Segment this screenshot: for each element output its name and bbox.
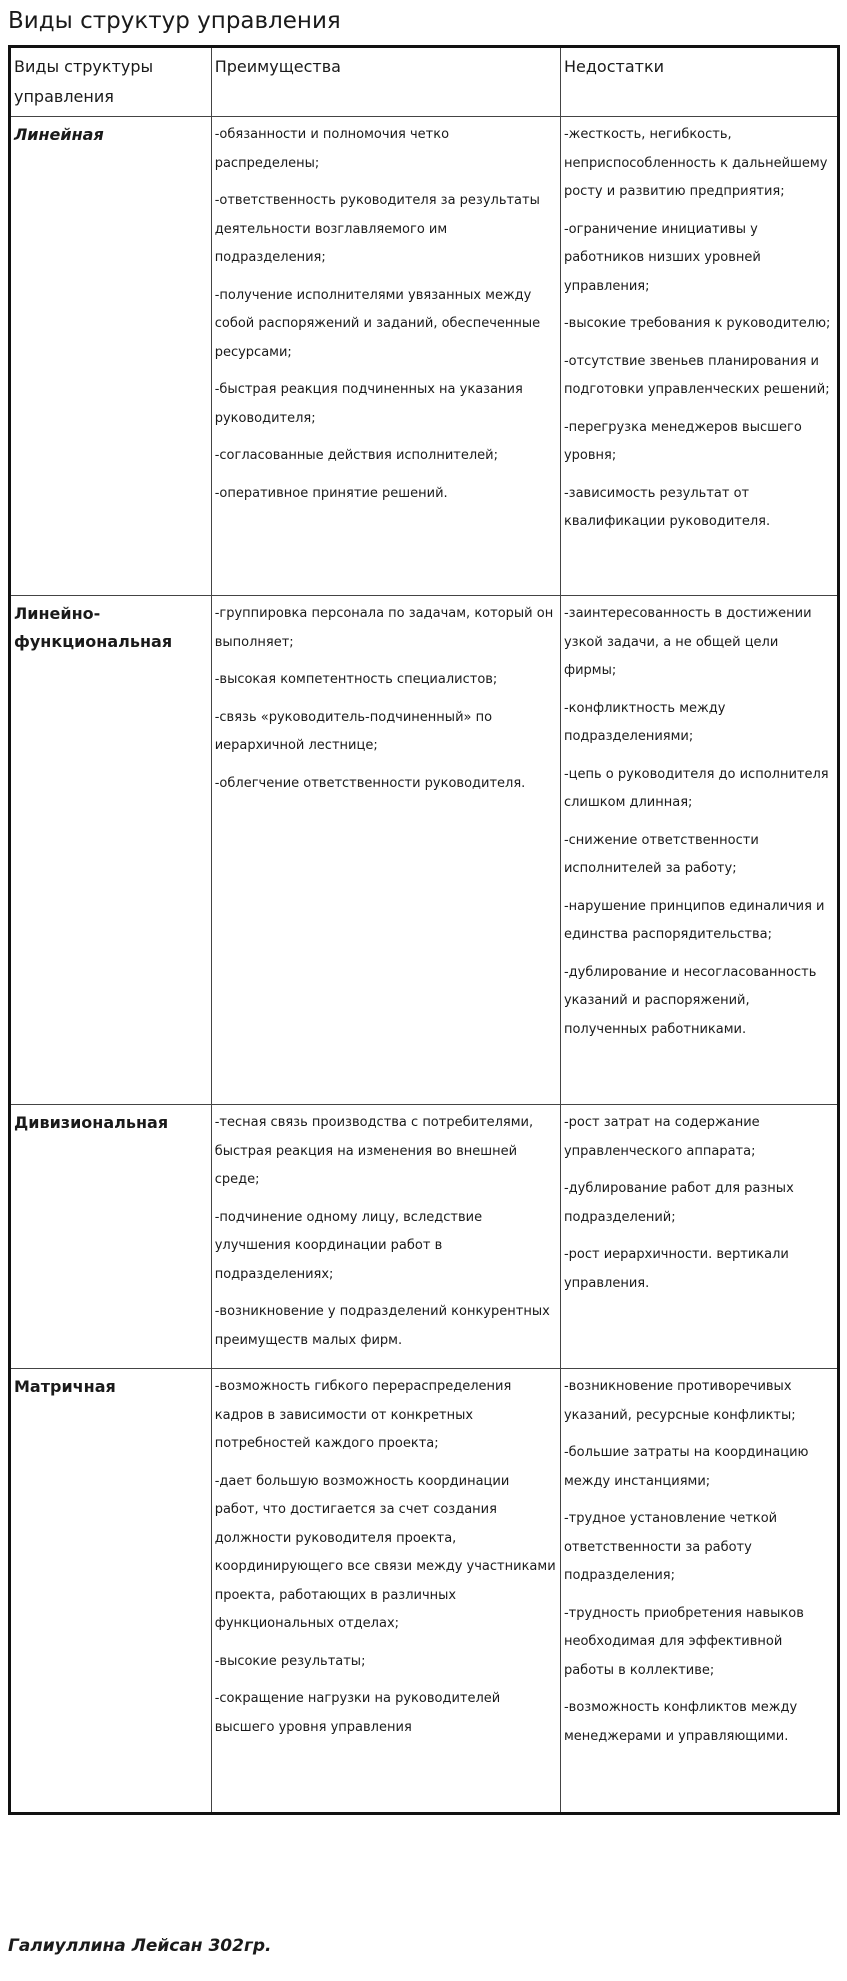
list-item: -сокращение нагрузки на руководителей высшего уровня управления [214, 1691, 501, 1735]
list-item: -возможность гибкого перераспределения кадров в зависимости от конкретных потребностей каждого проекта; [214, 1379, 512, 1451]
advantages-list [215, 600, 557, 798]
list-item: -снижение ответственности исполнителей за работу; [563, 832, 759, 876]
list-item: -дублирование работ для разных подразделений; [563, 1181, 794, 1225]
list-item: -возникновение противоречивых указаний, ресурсные конфликты; [563, 1379, 796, 1423]
list-item: -высокая компетентность специалистов; [214, 672, 498, 687]
structure-type-name: Линейно-функциональная [14, 604, 173, 651]
list-item: -оперативное принятие решений. [214, 485, 448, 501]
list-item: -дублирование и несогласованность указаний и распоряжений, полученных работниками. [563, 964, 817, 1037]
structure-type-name: Дивизиональная [14, 1113, 169, 1132]
list-item: -связь «руководитель-подчиненный» по иерархичной лестнице; [214, 709, 493, 753]
list-item: -согласованные действия исполнителей; [214, 448, 498, 463]
table-row [10, 1369, 839, 1814]
structure-type-cell [10, 1105, 212, 1369]
header-advantages: Преимущества [211, 47, 560, 117]
advantages-cell [211, 1369, 560, 1814]
list-item: -рост иерархичности. вертикали управления. [563, 1247, 789, 1291]
page-title: Виды структур управления [8, 8, 341, 34]
list-item: -нарушение принципов единаличия и единства распорядительства; [563, 898, 825, 942]
disadvantages-cell [560, 596, 838, 1105]
table-row [10, 1105, 839, 1369]
list-item: -большие затраты на координацию между инстанциями; [563, 1445, 809, 1489]
list-item: -отсутствие звеньев планирования и подготовки управленческих решений; [563, 353, 830, 397]
disadvantages-list [564, 1373, 834, 1751]
disadvantages-cell [560, 117, 838, 596]
author-signature: Галиуллина Лейсан 302гр. [8, 1936, 272, 1956]
advantages-list [215, 121, 557, 508]
list-item: -рост затрат на содержание управленческого аппарата; [563, 1115, 760, 1159]
list-item: -группировка персонала по задачам, который он выполняет; [214, 606, 554, 650]
structure-type-name: Линейная [14, 125, 104, 144]
table-row [10, 596, 839, 1105]
list-item: -трудное установление четкой ответственности за работу подразделения; [563, 1511, 778, 1583]
list-item: -обязанности и полномочия четко распределены; [214, 127, 450, 171]
list-item: -перегрузка менеджеров высшего уровня; [563, 419, 802, 463]
table-row [10, 117, 839, 596]
list-item: -конфликтность между подразделениями; [563, 700, 726, 744]
disadvantages-cell [560, 1369, 838, 1814]
list-item: -дает большую возможность координации работ, что достигается за счет создания должности руководителя проекта, координирующего все связи между участниками проекта, работающих в различных функциональных отделах; [214, 1473, 556, 1631]
list-item: -облегчение ответственности руководителя. [214, 775, 526, 791]
list-item: -тесная связь производства с потребителями, быстрая реакция на изменения во внешней среде; [214, 1115, 534, 1187]
list-item: -высокие требования к руководителю; [563, 316, 831, 331]
header-types: Виды структуры управления [10, 47, 212, 117]
list-item: -жесткость, негибкость, неприспособленность к дальнейшему росту и развитию предприятия; [563, 127, 828, 199]
advantages-cell [211, 1105, 560, 1369]
disadvantages-cell [560, 1105, 838, 1369]
list-item: -возникновение у подразделений конкурентных преимуществ малых фирм. [214, 1304, 550, 1348]
list-item: -высокие результаты; [214, 1653, 366, 1669]
advantages-cell [211, 117, 560, 596]
disadvantages-list [564, 1109, 834, 1298]
list-item: -получение исполнителями увязанных между собой распоряжений и заданий, обеспеченные ресурсами; [214, 287, 541, 360]
list-item: -ограничение инициативы у работников низших уровней управления; [563, 221, 761, 294]
advantages-list [215, 1109, 557, 1355]
list-item: -быстрая реакция подчиненных на указания руководителя; [214, 382, 523, 426]
structure-type-cell [10, 596, 212, 1105]
table-header-row [10, 47, 839, 117]
structure-type-name: Матричная [14, 1377, 116, 1396]
list-item: -подчинение одному лицу, вследствие улучшения координации работ в подразделениях; [214, 1209, 483, 1282]
list-item: -возможность конфликтов между менеджерами и управляющими. [563, 1700, 798, 1744]
list-item: -трудность приобретения навыков необходимая для эффективной работы в коллективе; [563, 1605, 804, 1678]
disadvantages-list [564, 121, 834, 537]
list-item: -заинтересованность в достижении узкой задачи, а не общей цели фирмы; [563, 606, 812, 678]
advantages-cell [211, 596, 560, 1105]
structures-table [8, 45, 840, 1815]
structure-type-cell [10, 117, 212, 596]
list-item: -зависимость результат от квалификации руководителя. [563, 485, 771, 529]
list-item: -цепь о руководителя до исполнителя слишком длинная; [563, 766, 829, 810]
header-disadvantages: Недостатки [560, 47, 838, 117]
structure-type-cell [10, 1369, 212, 1814]
disadvantages-list [564, 600, 834, 1044]
advantages-list [215, 1373, 557, 1742]
list-item: -ответственность руководителя за результаты деятельности возглавляемого им подразделения; [214, 193, 540, 265]
